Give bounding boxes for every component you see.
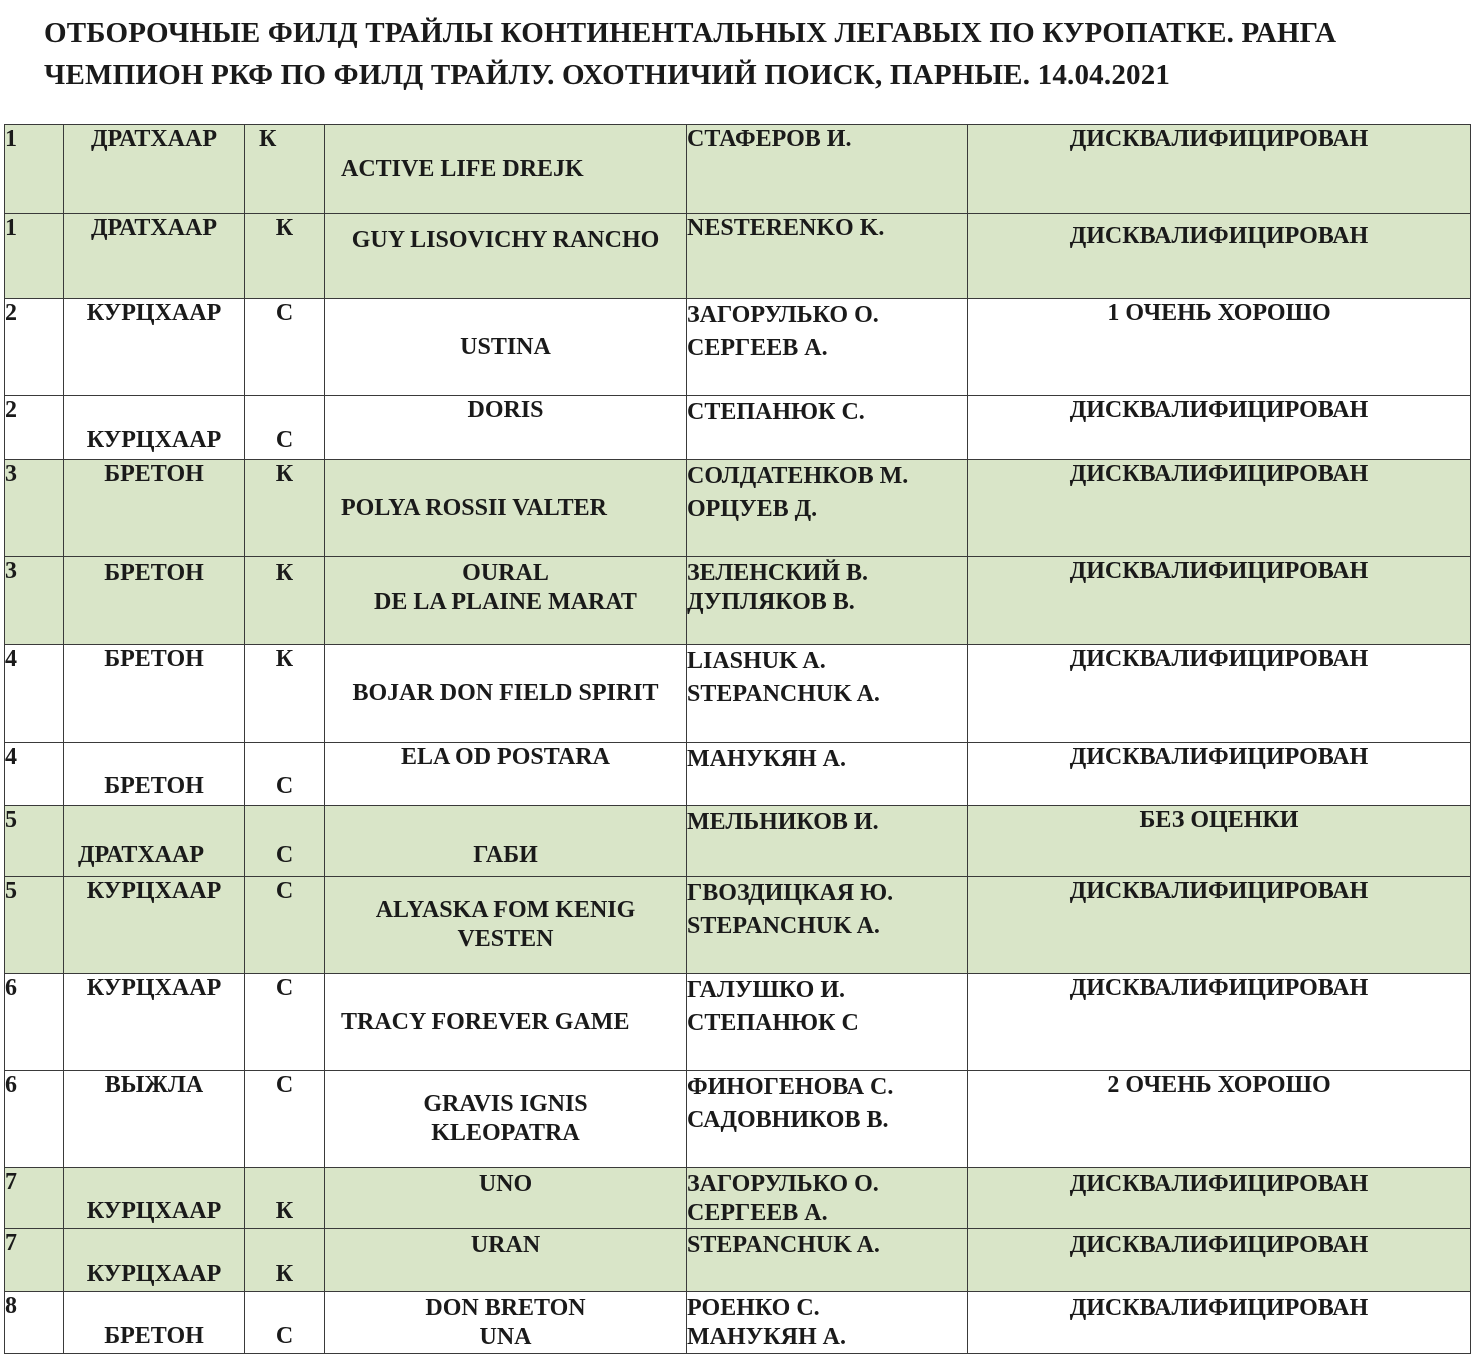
row-owners bbox=[687, 743, 968, 806]
title-line-2: ЧЕМПИОН РКФ ПО ФИЛД ТРАЙЛУ. ОХОТНИЧИЙ ПОИСК, ПАРНЫЕ. 14.04.2021 bbox=[44, 59, 1171, 91]
row-number: 3 bbox=[5, 460, 64, 557]
table-row bbox=[5, 1292, 1471, 1354]
row-breed: КУРЦХААР bbox=[64, 299, 245, 396]
row-breed: БРЕТОН bbox=[64, 743, 245, 806]
owner-name: STEPANCHUK A. bbox=[687, 681, 880, 707]
row-breed: КУРЦХААР bbox=[64, 1229, 245, 1292]
row-result: ДИСКВАЛИФИЦИРОВАН bbox=[968, 460, 1471, 557]
dog-name-line: DE LA PLAINE MARAT bbox=[374, 589, 637, 615]
row-sex: С bbox=[245, 1292, 325, 1354]
owner-name: САДОВНИКОВ В. bbox=[687, 1107, 889, 1133]
owner-name: МАНУКЯН А. bbox=[687, 1324, 846, 1350]
row-owners bbox=[687, 1229, 968, 1292]
table-row bbox=[5, 299, 1471, 396]
row-owners bbox=[687, 299, 968, 396]
row-dog-name bbox=[325, 460, 687, 557]
row-result: ДИСКВАЛИФИЦИРОВАН bbox=[968, 877, 1471, 974]
row-result: 1 ОЧЕНЬ ХОРОШО bbox=[968, 299, 1471, 396]
row-breed: КУРЦХААР bbox=[64, 974, 245, 1071]
row-dog-name bbox=[325, 877, 687, 974]
owner-name: ГАЛУШКО И. bbox=[687, 977, 845, 1003]
dog-name-line: ELA OD POSTARA bbox=[401, 744, 610, 770]
table-row bbox=[5, 557, 1471, 645]
table-row bbox=[5, 806, 1471, 877]
document-title bbox=[44, 12, 1464, 96]
dog-name-line: KLEOPATRA bbox=[431, 1120, 580, 1146]
table-row bbox=[5, 1071, 1471, 1168]
row-number: 2 bbox=[5, 299, 64, 396]
row-dog-name bbox=[325, 1292, 687, 1354]
row-dog-name bbox=[325, 396, 687, 460]
row-result: ДИСКВАЛИФИЦИРОВАН bbox=[968, 743, 1471, 806]
table-row bbox=[5, 743, 1471, 806]
owner-name: ФИНОГЕНОВА С. bbox=[687, 1074, 894, 1100]
row-result: 2 ОЧЕНЬ ХОРОШО bbox=[968, 1071, 1471, 1168]
results-table bbox=[4, 124, 1471, 1354]
row-breed: ДРАТХААР bbox=[64, 806, 245, 877]
row-owners bbox=[687, 1292, 968, 1354]
row-sex: С bbox=[245, 974, 325, 1071]
row-result: ДИСКВАЛИФИЦИРОВАН bbox=[968, 974, 1471, 1071]
row-dog-name bbox=[325, 974, 687, 1071]
dog-name-line: URAN bbox=[470, 1232, 541, 1258]
row-result: ДИСКВАЛИФИЦИРОВАН bbox=[968, 1168, 1471, 1229]
row-owners bbox=[687, 645, 968, 743]
table-row bbox=[5, 1229, 1471, 1292]
row-owners bbox=[687, 806, 968, 877]
row-number: 7 bbox=[5, 1168, 64, 1229]
dog-name-line: GRAVIS IGNIS bbox=[423, 1091, 588, 1117]
dog-name-line: ALYASKA FOM KENIG bbox=[375, 897, 636, 923]
owner-name: СЕРГЕЕВ А. bbox=[687, 1200, 828, 1226]
owner-name: СТАФЕРОВ И. bbox=[687, 126, 852, 152]
table-row bbox=[5, 125, 1471, 214]
row-owners bbox=[687, 460, 968, 557]
owner-name: STEPANCHUK A. bbox=[687, 913, 880, 939]
row-number: 8 bbox=[5, 1292, 64, 1354]
row-breed: БРЕТОН bbox=[64, 645, 245, 743]
dog-name-line: DON BRETON bbox=[425, 1295, 586, 1321]
row-breed: ДРАТХААР bbox=[64, 125, 245, 214]
table-row bbox=[5, 645, 1471, 743]
owner-name: ЗАГОРУЛЬКО О. bbox=[687, 1171, 879, 1197]
owner-name: ЗЕЛЕНСКИЙ В. bbox=[687, 560, 868, 586]
row-sex: С bbox=[245, 1071, 325, 1168]
row-number: 7 bbox=[5, 1229, 64, 1292]
row-sex: К bbox=[245, 1229, 325, 1292]
title-line-1: ОТБОРОЧНЫЕ ФИЛД ТРАЙЛЫ КОНТИНЕНТАЛЬНЫХ ЛЕГАВЫХ ПО КУРОПАТКЕ. РАНГА bbox=[44, 17, 1337, 49]
row-owners bbox=[687, 1071, 968, 1168]
owner-name: ГВОЗДИЦКАЯ Ю. bbox=[687, 880, 894, 906]
table-row bbox=[5, 460, 1471, 557]
table-row bbox=[5, 974, 1471, 1071]
row-dog-name bbox=[325, 1071, 687, 1168]
row-dog-name bbox=[325, 125, 687, 214]
row-dog-name bbox=[325, 1168, 687, 1229]
row-dog-name bbox=[325, 214, 687, 299]
row-breed: ВЫЖЛА bbox=[64, 1071, 245, 1168]
row-owners bbox=[687, 214, 968, 299]
row-breed: КУРЦХААР bbox=[64, 877, 245, 974]
dog-name-line: POLYA ROSSII VALTER bbox=[341, 494, 607, 521]
owner-name: СТЕПАНЮК С. bbox=[687, 399, 865, 425]
row-sex: К bbox=[245, 557, 325, 645]
dog-name-line: TRACY FOREVER GAME bbox=[341, 1008, 630, 1035]
dog-name-line: UNA bbox=[479, 1324, 532, 1350]
row-result: БЕЗ ОЦЕНКИ bbox=[968, 806, 1471, 877]
row-breed: ДРАТХААР bbox=[64, 214, 245, 299]
dog-name-line: BOJAR DON FIELD SPIRIT bbox=[352, 680, 659, 706]
table-row bbox=[5, 396, 1471, 460]
row-sex: С bbox=[245, 396, 325, 460]
row-sex: С bbox=[245, 299, 325, 396]
row-owners bbox=[687, 396, 968, 460]
dog-name-line: GUY LISOVICHY RANCHO bbox=[351, 227, 660, 253]
row-number: 6 bbox=[5, 974, 64, 1071]
row-sex: К bbox=[245, 645, 325, 743]
row-owners bbox=[687, 974, 968, 1071]
dog-name-line: UNO bbox=[478, 1171, 533, 1197]
owner-name: ОРЦУЕВ Д. bbox=[687, 496, 818, 522]
row-number: 2 bbox=[5, 396, 64, 460]
row-sex: С bbox=[245, 806, 325, 877]
row-result: ДИСКВАЛИФИЦИРОВАН bbox=[968, 645, 1471, 743]
row-result: ДИСКВАЛИФИЦИРОВАН bbox=[968, 125, 1471, 214]
table-row bbox=[5, 1168, 1471, 1229]
row-number: 4 bbox=[5, 645, 64, 743]
owner-name: STEPANCHUK A. bbox=[687, 1232, 880, 1258]
row-dog-name bbox=[325, 743, 687, 806]
row-sex: С bbox=[245, 877, 325, 974]
row-number: 4 bbox=[5, 743, 64, 806]
owner-name: ЗАГОРУЛЬКО О. bbox=[687, 302, 879, 328]
row-breed: КУРЦХААР bbox=[64, 1168, 245, 1229]
row-sex: С bbox=[245, 743, 325, 806]
row-sex: К bbox=[245, 125, 325, 214]
row-dog-name bbox=[325, 645, 687, 743]
row-result: ДИСКВАЛИФИЦИРОВАН bbox=[968, 557, 1471, 645]
dog-name-line: ГАБИ bbox=[473, 842, 538, 868]
dog-name-line: USTINA bbox=[460, 333, 551, 360]
row-sex: К bbox=[245, 460, 325, 557]
row-owners bbox=[687, 877, 968, 974]
owner-name: МАНУКЯН А. bbox=[687, 746, 846, 772]
row-sex: К bbox=[245, 214, 325, 299]
row-owners bbox=[687, 557, 968, 645]
row-result: ДИСКВАЛИФИЦИРОВАН bbox=[968, 396, 1471, 460]
row-breed: БРЕТОН bbox=[64, 1292, 245, 1354]
row-dog-name bbox=[325, 806, 687, 877]
owner-name: СТЕПАНЮК С bbox=[687, 1010, 859, 1036]
owner-name: NESTERENKO K. bbox=[687, 215, 885, 241]
row-dog-name bbox=[325, 299, 687, 396]
owner-name: СОЛДАТЕНКОВ М. bbox=[687, 463, 909, 489]
row-number: 1 bbox=[5, 125, 64, 214]
row-dog-name bbox=[325, 1229, 687, 1292]
row-result: ДИСКВАЛИФИЦИРОВАН bbox=[968, 214, 1471, 299]
row-owners bbox=[687, 1168, 968, 1229]
row-number: 1 bbox=[5, 214, 64, 299]
row-result: ДИСКВАЛИФИЦИРОВАН bbox=[968, 1229, 1471, 1292]
row-breed: БРЕТОН bbox=[64, 460, 245, 557]
row-number: 5 bbox=[5, 806, 64, 877]
dog-name-line: ACTIVE LIFE DREJK bbox=[341, 155, 584, 182]
row-dog-name bbox=[325, 557, 687, 645]
dog-name-line: OURAL bbox=[462, 560, 549, 586]
row-breed: БРЕТОН bbox=[64, 557, 245, 645]
table-row bbox=[5, 214, 1471, 299]
table-row bbox=[5, 877, 1471, 974]
row-result: ДИСКВАЛИФИЦИРОВАН bbox=[968, 1292, 1471, 1354]
row-number: 5 bbox=[5, 877, 64, 974]
dog-name-line: DORIS bbox=[467, 397, 544, 423]
owner-name: РОЕНКО С. bbox=[687, 1295, 820, 1321]
dog-name-line: VESTEN bbox=[457, 926, 554, 952]
row-number: 3 bbox=[5, 557, 64, 645]
row-breed: КУРЦХААР bbox=[64, 396, 245, 460]
owner-name: СЕРГЕЕВ А. bbox=[687, 335, 828, 361]
row-sex: К bbox=[245, 1168, 325, 1229]
row-number: 6 bbox=[5, 1071, 64, 1168]
owner-name: МЕЛЬНИКОВ И. bbox=[687, 809, 879, 835]
owner-name: ДУПЛЯКОВ В. bbox=[687, 589, 855, 615]
row-owners bbox=[687, 125, 968, 214]
owner-name: LIASHUK A. bbox=[687, 648, 826, 674]
